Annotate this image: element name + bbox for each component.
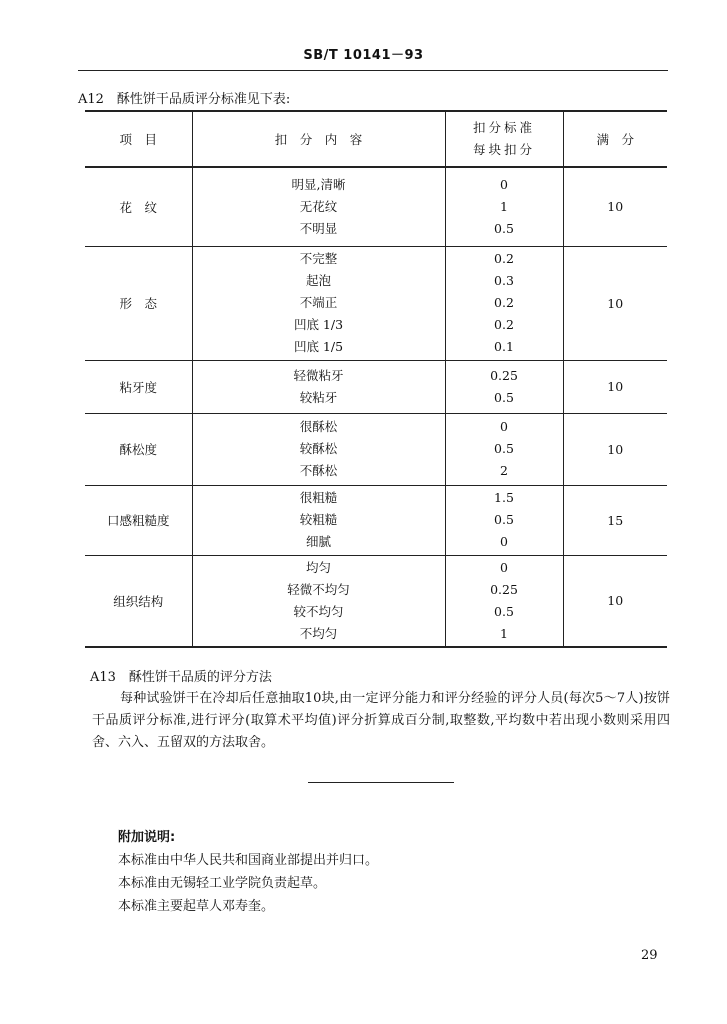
content-cell: 明显,清晰 (291, 176, 346, 192)
deduction-cell: 1 (500, 198, 508, 214)
header-full-score: 满 分 (563, 111, 667, 167)
deduction-cell: 0.25 (490, 367, 518, 383)
additional-note-line: 本标准主要起草人邓寿奎。 (118, 899, 275, 914)
content-cell: 轻微粘牙 (293, 367, 344, 383)
section-divider (308, 782, 454, 783)
content-cell: 无花纹 (299, 198, 338, 214)
deduction-cell: 0.5 (494, 441, 514, 456)
table-row (85, 167, 667, 246)
table-row (85, 555, 667, 647)
content-cell: 均匀 (305, 559, 331, 575)
additional-note-line: 本标准由无锡轻工业学院负责起草。 (118, 876, 327, 891)
content-cell: 较粗糙 (299, 512, 338, 527)
standard-code-header: SB/T 10141－93 (303, 48, 424, 63)
content-cell: 较酥松 (299, 441, 338, 456)
additional-notes-title: 附加说明: (118, 830, 176, 845)
header-item: 项 目 (85, 111, 192, 167)
header-content: 扣 分 内 容 (192, 111, 445, 167)
deduction-cell: 0.2 (494, 251, 514, 266)
full-score-cell: 10 (563, 555, 667, 647)
content-cell: 不均匀 (299, 625, 338, 641)
deduction-cell: 0.2 (494, 317, 514, 332)
section-a13-title: A13 酥性饼干品质的评分方法 (90, 670, 272, 685)
table-caption: A12 酥性饼干品质评分标准见下表: (78, 92, 291, 107)
content-cell: 轻微不均匀 (287, 581, 350, 597)
row-item: 组织结构 (85, 555, 192, 647)
row-item: 形 态 (85, 246, 192, 360)
deduction-cell: 0.3 (494, 273, 514, 288)
deduction-cell: 1 (500, 625, 508, 641)
deduction-cell: 0 (500, 534, 508, 549)
table-header-row (85, 111, 667, 167)
deduction-cell: 0.5 (494, 512, 514, 527)
page-number: 29 (641, 948, 658, 963)
content-cell: 很酥松 (299, 419, 338, 434)
row-item: 口感粗糙度 (85, 485, 192, 555)
content-cell: 起泡 (305, 273, 331, 288)
full-score-cell: 10 (563, 360, 667, 413)
row-item: 粘牙度 (85, 360, 192, 413)
deduction-cell: 0.5 (494, 220, 514, 236)
header-deduction: 扣分标准 每块扣分 (445, 111, 563, 167)
section-a13-body: 每种试验饼干在冷却后任意抽取10块,由一定评分能力和评分经验的评分人员(每次5～7人)按饼干品质评分标准,进行评分(取算术平均值)评分折算成百分制,取整数,平均数中若出现小数则采用四舍、六入、五留双的方法取舍。 (92, 691, 670, 750)
content-cell: 较粘牙 (299, 389, 338, 405)
additional-note-line: 本标准由中华人民共和国商业部提出并归口。 (118, 853, 379, 868)
header-rule (78, 70, 668, 71)
content-cell: 不完整 (299, 251, 338, 266)
quality-scoring-table (85, 110, 667, 648)
content-cell: 很粗糙 (299, 490, 338, 505)
full-score-cell: 10 (563, 246, 667, 360)
content-cell: 凹底 1/5 (293, 339, 344, 354)
table-row (85, 246, 667, 360)
deduction-cell: 1.5 (494, 490, 514, 505)
content-cell: 不明显 (299, 220, 338, 236)
full-score-cell: 15 (563, 485, 667, 555)
deduction-cell: 0.1 (494, 339, 514, 354)
deduction-cell: 0 (500, 559, 508, 575)
row-item: 酥松度 (85, 413, 192, 485)
deduction-cell: 0 (500, 176, 508, 192)
content-cell: 较不均匀 (293, 603, 344, 619)
deduction-cell: 0.5 (494, 389, 514, 405)
content-cell: 凹底 1/3 (293, 317, 344, 332)
table-row (85, 413, 667, 485)
additional-notes (118, 826, 378, 918)
deduction-cell: 2 (500, 463, 508, 478)
table-row (85, 485, 667, 555)
row-item: 花 纹 (85, 167, 192, 246)
deduction-cell: 0.25 (490, 581, 518, 597)
content-cell: 不酥松 (299, 463, 338, 478)
deduction-cell: 0.5 (494, 603, 514, 619)
content-cell: 细腻 (305, 534, 331, 549)
content-cell: 不端正 (299, 295, 338, 310)
full-score-cell: 10 (563, 413, 667, 485)
deduction-cell: 0 (500, 419, 508, 434)
full-score-cell: 10 (563, 167, 667, 246)
table-row (85, 360, 667, 413)
deduction-cell: 0.2 (494, 295, 514, 310)
